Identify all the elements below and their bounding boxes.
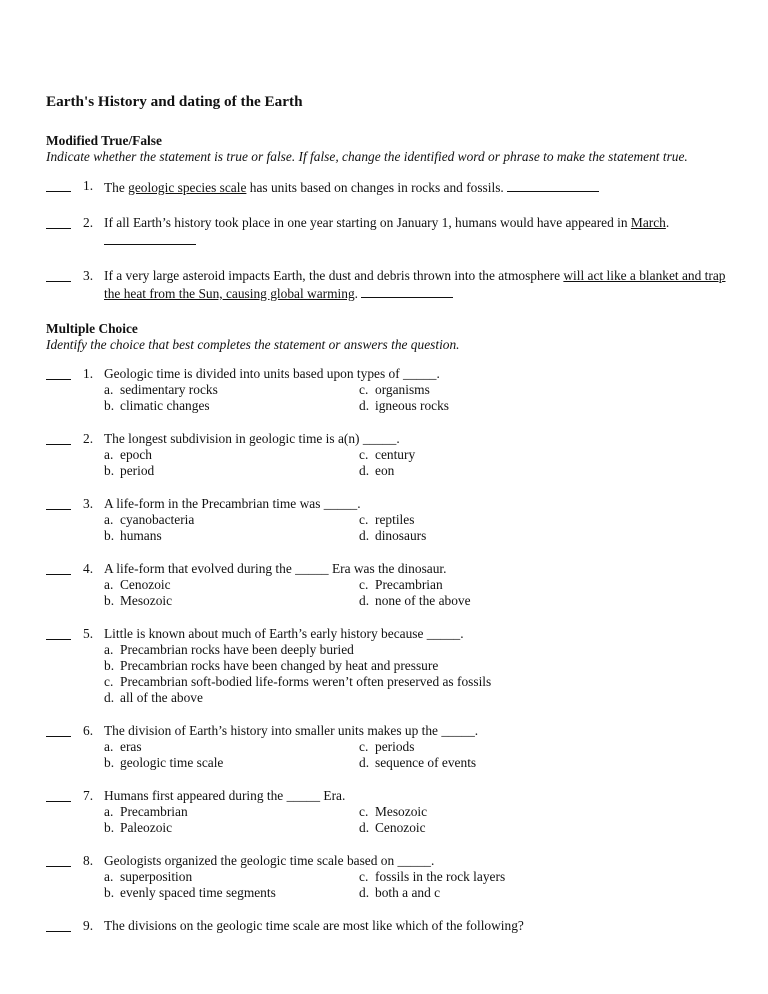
choice-option	[359, 398, 589, 414]
item-question	[104, 723, 726, 771]
statement-text: has units based on changes in rocks and fossils.	[246, 180, 508, 195]
item-number: 2.	[83, 215, 94, 230]
choice-option	[104, 593, 359, 609]
choice-list	[104, 512, 726, 544]
choice-option	[104, 512, 359, 528]
choice-text: igneous rocks	[375, 398, 450, 413]
choice-text: Precambrian rocks have been changed by heat and pressure	[120, 658, 439, 673]
choice-text: century	[375, 447, 416, 462]
page-title: Earth's History and dating of the Earth	[46, 93, 303, 110]
choice-letter: c.	[359, 447, 369, 462]
question-text: The divisions on the geologic time scale are most like which of the following?	[104, 918, 524, 933]
choice-list	[104, 447, 726, 479]
item-number: 4.	[83, 561, 94, 576]
answer-blank[interactable]	[46, 178, 71, 192]
choice-option	[359, 820, 589, 836]
question-text: The division of Earth’s history into smaller units makes up the _____.	[104, 723, 479, 738]
worksheet	[46, 94, 726, 951]
tf-item	[46, 178, 726, 196]
question-text: Little is known about much of Earth’s early history because _____.	[104, 626, 464, 641]
choice-text: Cenozoic	[375, 820, 426, 835]
correction-blank[interactable]	[507, 178, 599, 192]
choice-letter: b.	[104, 593, 115, 608]
item-number: 1.	[83, 178, 94, 193]
item-question	[104, 626, 726, 706]
choice-option	[104, 804, 359, 820]
choice-text: superposition	[120, 869, 193, 884]
choice-letter: b.	[104, 398, 115, 413]
choice-text: organisms	[375, 382, 430, 397]
item-statement	[104, 215, 726, 249]
choice-letter: c.	[359, 869, 369, 884]
choice-text: Precambrian rocks have been deeply buried	[120, 642, 354, 657]
choice-letter: a.	[104, 512, 114, 527]
choice-list	[104, 869, 726, 901]
choice-letter: c.	[359, 739, 369, 754]
choice-option	[104, 577, 359, 593]
choice-letter: d.	[359, 885, 370, 900]
mc-item	[46, 561, 726, 609]
choice-letter: b.	[104, 820, 115, 835]
choice-option	[104, 398, 359, 414]
choice-option	[104, 658, 726, 674]
choice-letter: d.	[359, 463, 370, 478]
choice-option	[359, 577, 589, 593]
choice-option	[359, 382, 589, 398]
tf-instructions: Indicate whether the statement is true or false. If false, change the identified word or phrase to make the statement true.	[46, 149, 688, 164]
choice-letter: c.	[359, 804, 369, 819]
item-question	[104, 853, 726, 901]
choice-text: fossils in the rock layers	[375, 869, 506, 884]
mc-item	[46, 366, 726, 414]
choice-text: sedimentary rocks	[120, 382, 218, 397]
answer-blank[interactable]	[46, 268, 71, 282]
choice-option	[359, 528, 589, 544]
choice-text: cyanobacteria	[120, 512, 195, 527]
answer-blank[interactable]	[46, 626, 71, 640]
statement-text: The	[104, 180, 129, 195]
choice-text: Paleozoic	[120, 820, 173, 835]
choice-option	[104, 463, 359, 479]
answer-blank[interactable]	[46, 496, 71, 510]
choice-letter: b.	[104, 658, 115, 673]
answer-blank[interactable]	[46, 788, 71, 802]
mc-item	[46, 496, 726, 544]
choice-text: both a and c	[375, 885, 441, 900]
item-statement	[104, 178, 726, 196]
answer-blank[interactable]	[46, 918, 71, 932]
choice-letter: c.	[359, 577, 369, 592]
choice-text: Mesozoic	[375, 804, 428, 819]
choice-option	[104, 674, 726, 690]
choice-text: sequence of events	[375, 755, 477, 770]
mc-instructions: Identify the choice that best completes the statement or answers the question.	[46, 337, 460, 352]
choice-option	[359, 869, 589, 885]
question-text: Geologists organized the geologic time scale based on _____.	[104, 853, 435, 868]
item-number: 7.	[83, 788, 94, 803]
choice-option	[104, 447, 359, 463]
question-text: A life-form in the Precambrian time was _____.	[104, 496, 361, 511]
choice-option	[359, 739, 589, 755]
choice-text: period	[120, 463, 155, 478]
choice-letter: b.	[104, 528, 115, 543]
choice-letter: c.	[104, 674, 114, 689]
choice-option	[359, 804, 589, 820]
answer-blank[interactable]	[46, 431, 71, 445]
identified-phrase: will act like a blanket and trap the heat from the Sun, causing global warming	[104, 268, 726, 301]
item-question	[104, 431, 726, 479]
choice-letter: d.	[359, 593, 370, 608]
choice-letter: d.	[359, 755, 370, 770]
mc-item	[46, 723, 726, 771]
choice-letter: d.	[104, 690, 115, 705]
choice-option	[104, 820, 359, 836]
correction-blank[interactable]	[361, 284, 453, 298]
tf-item	[46, 268, 726, 302]
choice-letter: a.	[104, 739, 114, 754]
tf-heading: Modified True/False	[46, 133, 162, 148]
choice-letter: a.	[104, 382, 114, 397]
choice-text: climatic changes	[120, 398, 210, 413]
choice-text: Mesozoic	[120, 593, 173, 608]
answer-blank[interactable]	[46, 366, 71, 380]
choice-list	[104, 804, 726, 836]
choice-text: Cenozoic	[120, 577, 171, 592]
mc-item	[46, 788, 726, 836]
choice-option	[359, 512, 589, 528]
item-number: 6.	[83, 723, 94, 738]
correction-blank[interactable]	[104, 231, 196, 245]
choice-option	[104, 528, 359, 544]
question-text: Humans first appeared during the _____ Era.	[104, 788, 346, 803]
choice-letter: a.	[104, 577, 114, 592]
choice-text: all of the above	[120, 690, 203, 705]
choice-letter: a.	[104, 804, 114, 819]
identified-phrase: geologic species scale	[128, 180, 247, 195]
answer-blank[interactable]	[46, 561, 71, 575]
choice-text: eon	[375, 463, 395, 478]
question-text: Geologic time is divided into units based upon types of _____.	[104, 366, 440, 381]
choice-letter: b.	[104, 755, 115, 770]
mc-heading: Multiple Choice	[46, 321, 138, 336]
mc-section	[46, 321, 726, 934]
choice-letter: c.	[359, 382, 369, 397]
item-question	[104, 918, 726, 934]
choice-text: dinosaurs	[375, 528, 427, 543]
question-text: The longest subdivision in geologic time is a(n) _____.	[104, 431, 400, 446]
question-text: A life-form that evolved during the _____ Era was the dinosaur.	[104, 561, 447, 576]
item-question	[104, 366, 726, 414]
item-statement	[104, 268, 726, 302]
choice-text: periods	[375, 739, 415, 754]
choice-list	[104, 642, 726, 706]
mc-item	[46, 626, 726, 706]
choice-option	[359, 593, 589, 609]
answer-blank[interactable]	[46, 853, 71, 867]
choice-text: reptiles	[375, 512, 415, 527]
answer-blank[interactable]	[46, 723, 71, 737]
item-question	[104, 561, 726, 609]
choice-letter: b.	[104, 463, 115, 478]
choice-list	[104, 382, 726, 414]
choice-letter: b.	[104, 885, 115, 900]
choice-option	[104, 869, 359, 885]
choice-letter: a.	[104, 447, 114, 462]
choice-option	[104, 885, 359, 901]
mc-item	[46, 853, 726, 901]
item-number: 5.	[83, 626, 94, 641]
choice-option	[359, 447, 589, 463]
choice-option	[359, 885, 589, 901]
choice-letter: d.	[359, 398, 370, 413]
choice-letter: a.	[104, 642, 114, 657]
statement-text: .	[665, 215, 670, 230]
choice-text: Precambrian	[120, 804, 188, 819]
statement-text: If a very large asteroid impacts Earth, the dust and debris thrown into the atmosphere	[104, 268, 564, 283]
item-number: 8.	[83, 853, 94, 868]
item-number: 1.	[83, 366, 94, 381]
choice-list	[104, 739, 726, 771]
choice-letter: d.	[359, 528, 370, 543]
choice-text: none of the above	[375, 593, 471, 608]
choice-letter: a.	[104, 869, 114, 884]
mc-item	[46, 431, 726, 479]
choice-list	[104, 577, 726, 609]
choice-text: Precambrian soft-bodied life-forms weren’t often preserved as fossils	[120, 674, 492, 689]
tf-item	[46, 215, 726, 249]
choice-text: geologic time scale	[120, 755, 224, 770]
statement-text: If all Earth’s history took place in one year starting on January 1, humans would have appeared in	[104, 215, 631, 230]
item-number: 3.	[83, 496, 94, 511]
answer-blank[interactable]	[46, 215, 71, 229]
tf-section	[46, 133, 726, 302]
choice-text: Precambrian	[375, 577, 443, 592]
choice-option	[104, 739, 359, 755]
choice-option	[104, 642, 726, 658]
choice-option	[104, 382, 359, 398]
choice-text: humans	[120, 528, 162, 543]
choice-text: evenly spaced time segments	[120, 885, 276, 900]
choice-text: epoch	[120, 447, 152, 462]
choice-letter: d.	[359, 820, 370, 835]
item-number: 9.	[83, 918, 94, 933]
choice-letter: c.	[359, 512, 369, 527]
choice-text: eras	[120, 739, 142, 754]
mc-item	[46, 918, 726, 934]
choice-option	[359, 463, 589, 479]
identified-phrase: March	[630, 215, 666, 230]
choice-option	[104, 755, 359, 771]
choice-option	[104, 690, 726, 706]
statement-text: .	[354, 286, 362, 301]
item-number: 3.	[83, 268, 94, 283]
item-number: 2.	[83, 431, 94, 446]
choice-option	[359, 755, 589, 771]
item-question	[104, 496, 726, 544]
item-question	[104, 788, 726, 836]
